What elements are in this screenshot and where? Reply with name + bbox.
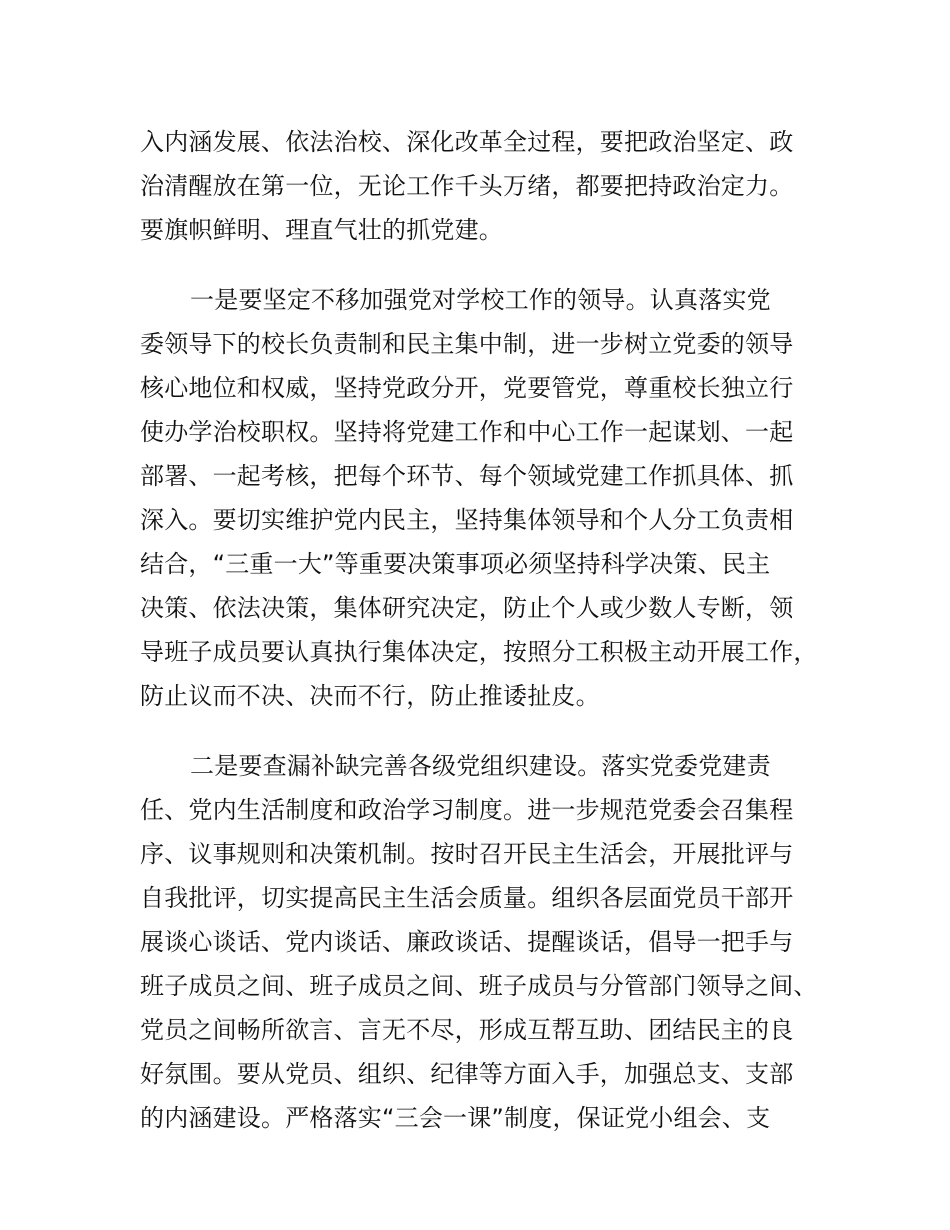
text-line: 委领导下的校长负责制和民主集中制，进一步树立党委的领导	[140, 330, 794, 358]
document-body	[140, 120, 840, 1166]
text-line: 结合，“三重一大”等重要决策事项必须坚持科学决策、民主	[140, 550, 771, 578]
text-line: 二是要查漏补缺完善各级党组织建设。落实党委党建责	[190, 752, 771, 780]
text-line: 班子成员之间、班子成员之间、班子成员与分管部门领导之间、	[140, 972, 818, 1000]
text-line: 部署、一起考核，把每个环节、每个领域党建工作抓具体、抓	[140, 462, 794, 490]
paragraph-1	[140, 120, 840, 252]
text-line: 导班子成员要认真执行集体决定，按照分工积极主动开展工作，	[140, 638, 818, 666]
text-line: 使办学治校职权。坚持将党建工作和中心工作一起谋划、一起	[140, 418, 794, 446]
text-line: 任、党内生活制度和政治学习制度。进一步规范党委会召集程	[140, 796, 794, 824]
text-line: 序、议事规则和决策机制。按时召开民主生活会，开展批评与	[140, 840, 794, 868]
text-line: 好氛围。要从党员、组织、纪律等方面入手，加强总支、支部	[140, 1060, 794, 1088]
text-line: 的内涵建设。严格落实“三会一课”制度，保证党小组会、支	[140, 1104, 771, 1132]
text-line: 党员之间畅所欲言、言无不尽，形成互帮互助、团结民主的良	[140, 1016, 794, 1044]
paragraph-2	[140, 278, 840, 718]
text-line: 治清醒放在第一位，无论工作千头万绪，都要把持政治定力。	[140, 172, 794, 200]
text-line: 展谈心谈话、党内谈话、廉政谈话、提醒谈话，倡导一把手与	[140, 928, 794, 956]
paragraph-3	[140, 744, 840, 1140]
text-line: 决策、依法决策，集体研究决定，防止个人或少数人专断，领	[140, 594, 794, 622]
text-line: 一是要坚定不移加强党对学校工作的领导。认真落实党	[190, 286, 771, 314]
text-line: 防止议而不决、决而不行，防止推诿扯皮。	[140, 682, 600, 710]
text-line: 入内涵发展、依法治校、深化改革全过程，要把政治坚定、政	[140, 128, 794, 156]
text-line: 核心地位和权威，坚持党政分开，党要管党，尊重校长独立行	[140, 374, 794, 402]
text-line: 自我批评，切实提高民主生活会质量。组织各层面党员干部开	[140, 884, 794, 912]
text-line: 深入。要切实维护党内民主，坚持集体领导和个人分工负责相	[140, 506, 794, 534]
text-line: 要旗帜鲜明、理直气壮的抓党建。	[140, 216, 503, 244]
